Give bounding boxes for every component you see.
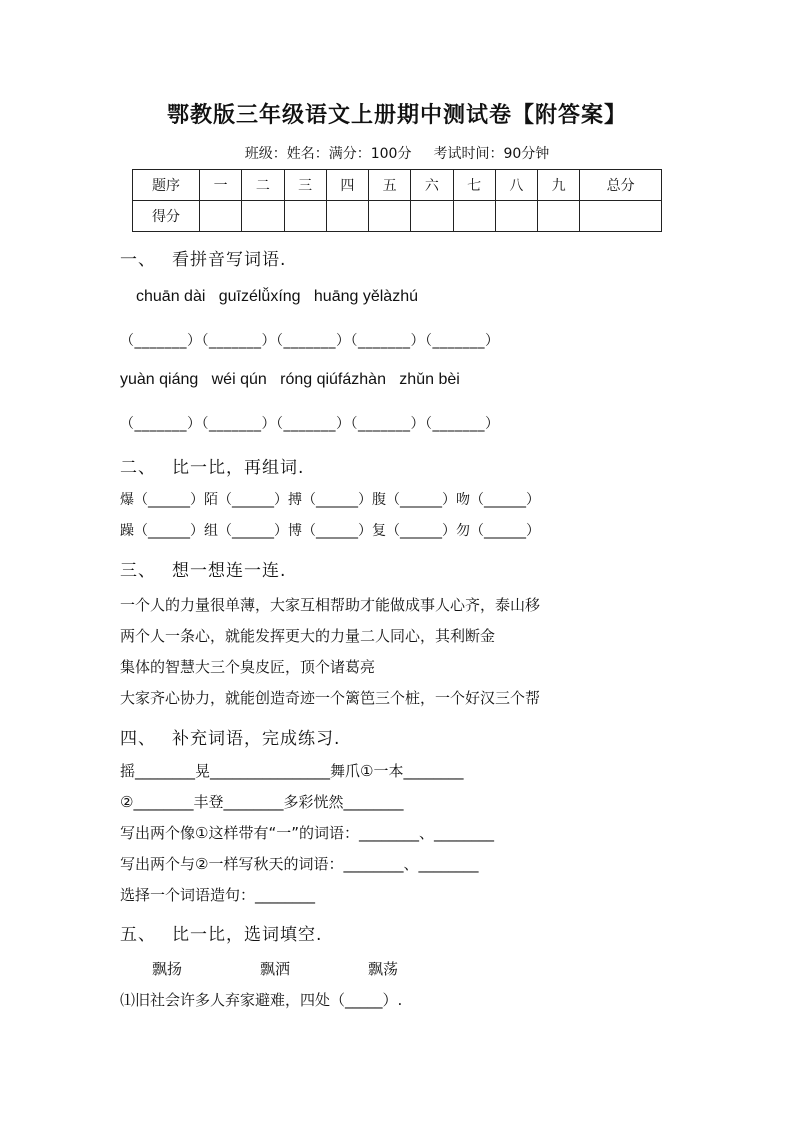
fill-blank-line[interactable]: 选择一个词语造句：________ <box>120 886 316 904</box>
score-entry-cell[interactable] <box>453 201 495 232</box>
matching-line: 集体的智慧大三个臭皮匠，顶个诸葛亮 <box>120 658 376 676</box>
score-entry-cell[interactable] <box>495 201 537 232</box>
table-cell: 四 <box>326 170 368 201</box>
score-entry-cell[interactable] <box>242 201 284 232</box>
class-name-score-label: 班级：姓名：满分：100分 <box>244 146 412 162</box>
word-option: 飘扬 <box>152 960 183 978</box>
fill-blank-line[interactable]: 摇________晃________________舞爪①一本________ <box>120 762 464 780</box>
section-title: 看拼音写词语. <box>172 250 287 270</box>
table-cell: 九 <box>538 170 580 201</box>
table-cell: 得分 <box>133 201 200 232</box>
table-cell: 题序 <box>133 170 200 201</box>
section-title: 补充词语，完成练习. <box>172 729 341 749</box>
matching-line: 大家齐心协力，就能创造奇迹一个篱笆三个桩，一个好汉三个帮 <box>120 689 541 707</box>
score-table-score-row <box>133 201 662 232</box>
table-cell: 二 <box>242 170 284 201</box>
exam-info <box>0 143 794 163</box>
section-number: 五、 <box>120 925 156 945</box>
section-number: 二、 <box>120 458 156 478</box>
section-5-heading <box>120 920 322 945</box>
score-entry-cell[interactable] <box>200 201 242 232</box>
pinyin-row: chuān dài guīzélǚxíng huāng yělàzhú <box>136 288 418 305</box>
word-option: 飘洒 <box>260 960 291 978</box>
word-group-row[interactable]: 爆（______）陌（______）搏（______）腹（______）吻（______） <box>120 492 540 508</box>
table-cell: 八 <box>495 170 537 201</box>
exam-title: 鄂教版三年级语文上册期中测试卷【附答案】 <box>166 102 627 128</box>
fill-blank-question[interactable]: ⑴旧社会许多人弃家避难，四处（_____）. <box>120 991 403 1009</box>
table-cell: 六 <box>411 170 453 201</box>
exam-time-label: 考试时间：90分钟 <box>433 146 550 162</box>
table-cell: 七 <box>453 170 495 201</box>
word-option: 飘荡 <box>368 960 399 978</box>
word-group-row[interactable]: 躁（______）组（______）博（______）复（______）勿（______） <box>120 523 540 539</box>
section-3-heading <box>120 556 286 581</box>
score-entry-cell[interactable] <box>580 201 662 232</box>
section-title: 比一比，选词填空. <box>172 925 323 945</box>
section-title: 比一比，再组词. <box>172 458 305 478</box>
score-entry-cell[interactable] <box>411 201 453 232</box>
score-entry-cell[interactable] <box>538 201 580 232</box>
fill-blank-line[interactable]: 写出两个与②一样写秋天的词语：________、________ <box>120 855 479 873</box>
table-cell: 三 <box>284 170 326 201</box>
fill-blank-line[interactable]: 写出两个像①这样带有“一”的词语：________、________ <box>120 824 494 842</box>
table-cell: 五 <box>369 170 411 201</box>
section-title: 想一想连一连. <box>172 561 287 581</box>
matching-line: 两个人一条心，就能发挥更大的力量二人同心，其利断金 <box>120 627 496 645</box>
answer-blank-row[interactable]: （_______）（_______）（_______）（_______）（_______） <box>120 333 500 349</box>
score-entry-cell[interactable] <box>326 201 368 232</box>
answer-blank-row[interactable]: （_______）（_______）（_______）（_______）（_______） <box>120 416 500 432</box>
section-number: 四、 <box>120 729 156 749</box>
score-entry-cell[interactable] <box>369 201 411 232</box>
section-number: 一、 <box>120 250 156 270</box>
matching-line: 一个人的力量很单薄，大家互相帮助才能做成事人心齐，泰山移 <box>120 596 541 614</box>
pinyin-row: yuàn qiáng wéi qún róng qiúfázhàn zhǔn bèi <box>120 371 460 388</box>
section-2-heading <box>120 453 304 478</box>
fill-blank-line[interactable]: ②________丰登________多彩恍然________ <box>120 793 404 811</box>
score-table-header-row <box>133 170 662 201</box>
section-number: 三、 <box>120 561 156 581</box>
score-entry-cell[interactable] <box>284 201 326 232</box>
table-cell: 一 <box>200 170 242 201</box>
score-table <box>132 169 662 232</box>
table-cell: 总分 <box>580 170 662 201</box>
section-1-heading <box>120 245 286 270</box>
section-4-heading <box>120 724 340 749</box>
word-options <box>152 958 398 979</box>
